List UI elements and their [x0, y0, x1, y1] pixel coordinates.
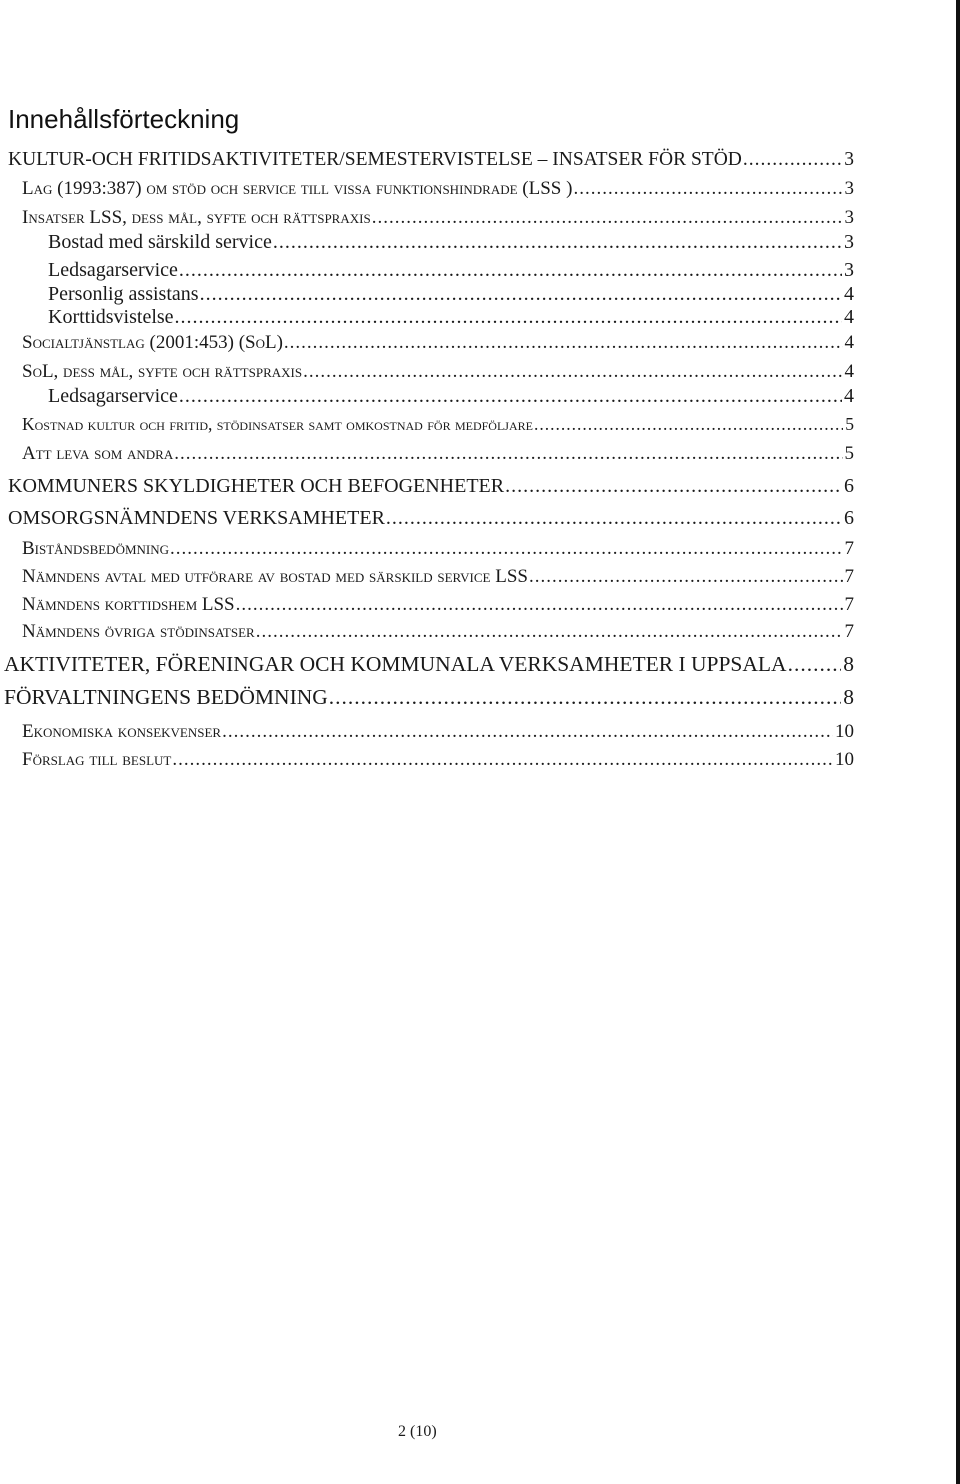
toc-leader-dots	[303, 362, 842, 381]
toc-entry-text: Förslag till beslut	[22, 749, 172, 770]
toc-entry-page: 4	[844, 361, 854, 382]
toc-leader-dots	[284, 333, 843, 352]
toc-entry-text: Nämndens övriga stödinsatser	[22, 621, 255, 642]
toc-leader-dots	[788, 654, 842, 676]
toc-entry-page: 7	[844, 566, 854, 587]
toc-leader-dots	[534, 416, 843, 434]
toc-entry-text: Personlig assistans	[48, 283, 199, 305]
toc-leader-dots	[386, 508, 842, 528]
toc-entry[interactable]	[22, 567, 854, 586]
toc-entry-text: Lag (1993:387) om stöd och service till vissa funktionshindrade (LSS )	[22, 178, 573, 199]
toc-entry[interactable]	[22, 416, 854, 434]
toc-entry-text: Socialtjänstlag (2001:453) (SoL)	[22, 332, 283, 353]
toc-leader-dots	[256, 622, 843, 641]
toc-entry-page: 6	[844, 475, 854, 497]
toc-entry[interactable]	[48, 260, 854, 280]
toc-leader-dots	[179, 260, 842, 280]
toc-entry[interactable]	[48, 307, 854, 327]
toc-leader-dots	[372, 208, 843, 227]
toc-entry-text: OMSORGSNÄMNDENS VERKSAMHETER	[8, 507, 385, 529]
toc-entry[interactable]	[8, 508, 854, 528]
toc-entry[interactable]	[4, 654, 854, 676]
toc-leader-dots	[179, 386, 842, 406]
toc-entry[interactable]	[22, 444, 854, 463]
toc-entry[interactable]	[22, 595, 854, 614]
toc-entry-page: 10	[835, 721, 854, 742]
toc-entry-text: Nämndens korttidshem LSS	[22, 594, 235, 615]
toc-leader-dots	[529, 567, 843, 586]
toc-entry-page: 3	[844, 178, 854, 199]
toc-entry-text: SoL, dess mål, syfte och rättspraxis	[22, 361, 303, 382]
toc-entry-page: 3	[844, 207, 854, 228]
toc-entry[interactable]	[22, 362, 854, 381]
toc-entry-page: 3	[844, 259, 854, 281]
toc-entry-text: Ledsagarservice	[48, 385, 178, 407]
toc-entry-text: KULTUR-OCH FRITIDSAKTIVITETER/SEMESTERVISTELSE – INSATSER FÖR STÖD	[8, 149, 742, 170]
toc-leader-dots	[174, 444, 842, 463]
toc-entry[interactable]	[22, 622, 854, 641]
toc-entry-text: Korttidsvistelse	[48, 306, 174, 328]
toc-leader-dots	[200, 284, 842, 304]
toc-leader-dots	[273, 232, 842, 252]
toc-entry-page: 6	[844, 507, 854, 529]
toc-entry-text: Att leva som andra	[22, 443, 174, 464]
toc-entry-text: AKTIVITETER, FÖRENINGAR OCH KOMMUNALA VERKSAMHETER I UPPSALA	[4, 652, 787, 676]
toc-entry-page: 7	[844, 621, 854, 642]
toc-entry-page: 4	[844, 283, 854, 305]
toc-entry[interactable]	[8, 150, 854, 170]
toc-entry[interactable]	[22, 208, 854, 227]
toc-entry-page: 5	[844, 443, 854, 464]
toc-leader-dots	[573, 179, 842, 198]
toc-leader-dots	[175, 307, 842, 327]
toc-entry[interactable]	[48, 232, 854, 252]
toc-entry-page: 7	[844, 538, 854, 559]
toc-leader-dots	[329, 687, 841, 709]
toc-entry-text: FÖRVALTNINGENS BEDÖMNING	[4, 685, 328, 709]
toc-leader-dots	[170, 539, 842, 558]
toc-entry-page: 4	[844, 332, 854, 353]
toc-entry[interactable]	[22, 750, 854, 769]
toc-entry[interactable]	[48, 284, 854, 304]
toc-entry-page: 3	[844, 149, 854, 170]
toc-leader-dots	[236, 595, 843, 614]
toc-entry-page: 7	[844, 594, 854, 615]
toc-entry-text: KOMMUNERS SKYLDIGHETER OCH BEFOGENHETER	[8, 475, 505, 497]
toc-entry-page: 8	[843, 652, 854, 676]
toc-entry-text: Ledsagarservice	[48, 259, 178, 281]
toc-entry-text: Kostnad kultur och fritid, stödinsatser samt omkostnad för medföljare	[22, 414, 533, 434]
toc-entry[interactable]	[22, 333, 854, 352]
toc-entry-text: Bostad med särskild service	[48, 231, 272, 253]
toc-entry-page: 10	[835, 749, 854, 770]
toc-title: Innehållsförteckning	[8, 104, 240, 134]
toc-entry-text: Ekonomiska konsekvenser	[22, 721, 222, 742]
page-number: 2 (10)	[398, 1423, 437, 1440]
toc-entry-text: Biståndsbedömning	[22, 538, 170, 559]
toc-entry-page: 4	[844, 306, 854, 328]
toc-entry[interactable]	[22, 722, 854, 741]
toc-leader-dots	[743, 150, 842, 170]
toc-entry-page: 4	[844, 385, 854, 407]
toc-leader-dots	[505, 476, 842, 496]
toc-leader-dots	[172, 750, 833, 769]
toc-entry[interactable]	[22, 179, 854, 198]
toc-entry[interactable]	[4, 687, 854, 709]
toc-entry-text: Nämndens avtal med utförare av bostad med särskild service LSS	[22, 566, 528, 587]
toc-entry-text: Insatser LSS, dess mål, syfte och rättspraxis	[22, 207, 371, 228]
toc-entry-page: 8	[843, 685, 854, 709]
toc-entry[interactable]	[48, 386, 854, 406]
page-edge-line	[956, 0, 960, 1484]
toc-entry[interactable]	[22, 539, 854, 558]
toc-entry[interactable]	[8, 476, 854, 496]
toc-entry-page: 5	[845, 414, 854, 434]
toc-leader-dots	[222, 722, 833, 741]
toc-entry-page: 3	[844, 231, 854, 253]
